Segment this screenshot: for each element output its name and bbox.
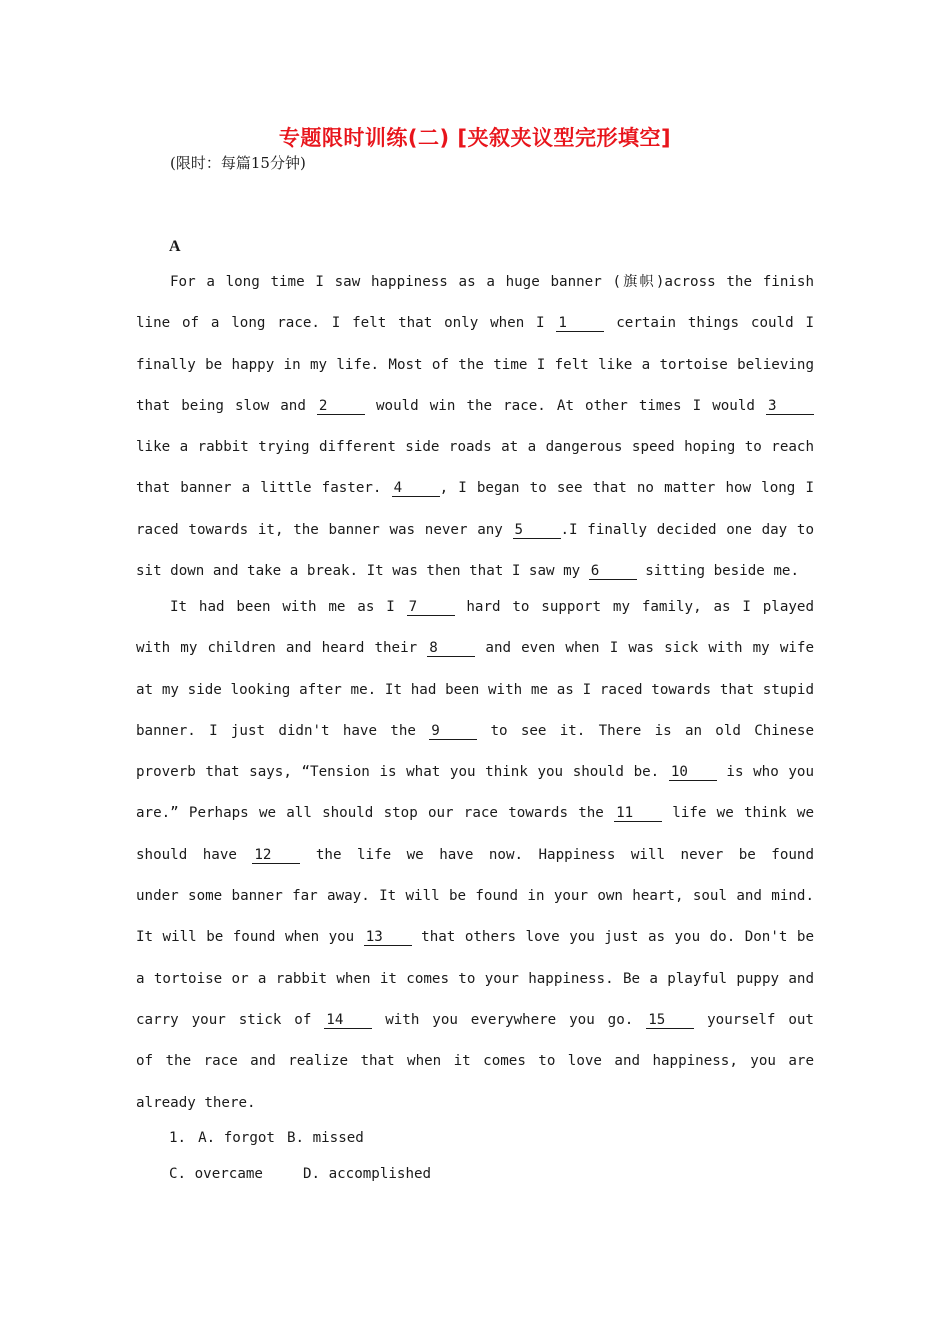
passage-line	[136, 711, 814, 752]
passage-text: For a long time I saw happiness as a huge banner (旗帜)across the finish	[170, 274, 814, 290]
passage-text: that banner a little faster.	[136, 480, 392, 497]
passage-text: certain things could I	[604, 315, 814, 332]
passage-text: under some banner far away. It will be found in your own heart, soul and mind.	[136, 888, 814, 905]
passage-line	[136, 262, 814, 303]
passage-line	[136, 917, 814, 958]
option-d[interactable]: D. accomplished	[302, 1166, 432, 1182]
passage-text: that being slow and	[136, 397, 317, 414]
passage-text: with my children and heard their	[136, 640, 428, 657]
passage-text: It will be found when you	[136, 929, 364, 946]
passage-text: that others love you just as you do. Don't be	[411, 929, 814, 946]
passage-line	[136, 303, 814, 344]
passage-text: of the race and realize that when it comes to love and happiness, you are	[136, 1053, 814, 1070]
passage-line	[136, 1041, 814, 1082]
section-label: A	[169, 238, 181, 255]
passage-text: finally be happy in my life. Most of the time I felt like a tortoise believing	[136, 356, 814, 373]
blank-5[interactable]: 5	[513, 522, 561, 539]
passage-text: life we think we	[662, 805, 814, 822]
passage-text: should have	[136, 846, 253, 863]
question-1-options-row-1	[169, 1130, 376, 1146]
passage-text: the life we have now. Happiness will never be found	[300, 846, 814, 863]
passage-text: raced towards it, the banner was never any	[136, 521, 513, 538]
blank-13[interactable]: 13	[364, 929, 412, 946]
passage-line	[136, 386, 814, 427]
passage-line	[136, 1083, 814, 1124]
option-a[interactable]: A. forgot	[198, 1130, 275, 1146]
question-number: 1.	[169, 1130, 187, 1146]
blank-14[interactable]: 14	[324, 1012, 372, 1029]
passage-text: carry your stick of	[136, 1011, 325, 1028]
blank-11[interactable]: 11	[614, 805, 662, 822]
time-limit-note: (限时：每篇15分钟)	[170, 154, 306, 172]
passage-text: are.” Perhaps we all should stop our race towards the	[136, 805, 615, 822]
passage-text: would win the race. At other times I would	[364, 397, 766, 414]
passage-line	[136, 468, 814, 509]
passage-text: with you everywhere you go.	[372, 1011, 647, 1028]
passage-text: to see it. There is an old Chinese	[477, 722, 814, 739]
passage-line	[136, 628, 814, 669]
blank-10[interactable]: 10	[669, 764, 717, 781]
blank-2[interactable]: 2	[317, 398, 365, 415]
passage-line	[136, 1000, 814, 1041]
passage-text: sit down and take a break. It was then that I saw my	[136, 563, 589, 580]
passage-text: yourself out	[694, 1011, 814, 1028]
option-c[interactable]: C. overcame	[169, 1166, 263, 1182]
passage-line	[136, 587, 814, 628]
passage-text: is who you	[716, 764, 814, 781]
blank-7[interactable]: 7	[407, 599, 455, 616]
passage-text: banner. I just didn't have the	[136, 722, 430, 739]
passage-line	[136, 670, 814, 711]
blank-8[interactable]: 8	[427, 640, 475, 657]
passage-text: sitting beside me.	[636, 563, 800, 580]
passage-line	[136, 793, 814, 834]
passage-line	[136, 959, 814, 1000]
passage-line	[136, 876, 814, 917]
passage-line	[136, 427, 814, 468]
passage-line	[136, 345, 814, 386]
blank-6[interactable]: 6	[589, 563, 637, 580]
blank-9[interactable]: 9	[429, 723, 477, 740]
passage-line	[136, 752, 814, 793]
passage-line	[136, 510, 814, 551]
passage-text: It had been with me as I	[170, 599, 407, 615]
passage-text: .I finally decided one day to	[560, 521, 814, 538]
passage-text: at my side looking after me. It had been with me as I raced towards that stupid	[136, 681, 814, 698]
passage-text: line of a long race. I felt that only when I	[136, 315, 557, 332]
passage-line	[136, 835, 814, 876]
passage-text: proverb that says, “Tension is what you think you should be.	[136, 764, 669, 781]
passage-text: and even when I was sick with my wife	[475, 640, 814, 657]
page-title: 专题限时训练(二) [夹叙夹议型完形填空]	[278, 126, 672, 150]
blank-15[interactable]: 15	[646, 1012, 694, 1029]
blank-3[interactable]: 3	[766, 398, 814, 415]
passage-text: a tortoise or a rabbit when it comes to your happiness. Be a playful puppy and	[136, 970, 814, 987]
passage-text: like a rabbit trying different side roads at a dangerous speed hoping to reach	[136, 439, 814, 456]
passage-paragraph-2	[136, 587, 814, 1124]
blank-12[interactable]: 12	[252, 847, 300, 864]
passage-text: , I began to see that no matter how long I	[439, 480, 814, 497]
question-1-options-row-2	[169, 1166, 471, 1182]
blank-4[interactable]: 4	[392, 480, 440, 497]
passage-paragraph-1	[136, 262, 814, 592]
passage-text: already there.	[136, 1094, 256, 1111]
passage-text: hard to support my family, as I played	[454, 599, 814, 615]
option-b[interactable]: B. missed	[286, 1130, 364, 1146]
blank-1[interactable]: 1	[556, 315, 604, 332]
